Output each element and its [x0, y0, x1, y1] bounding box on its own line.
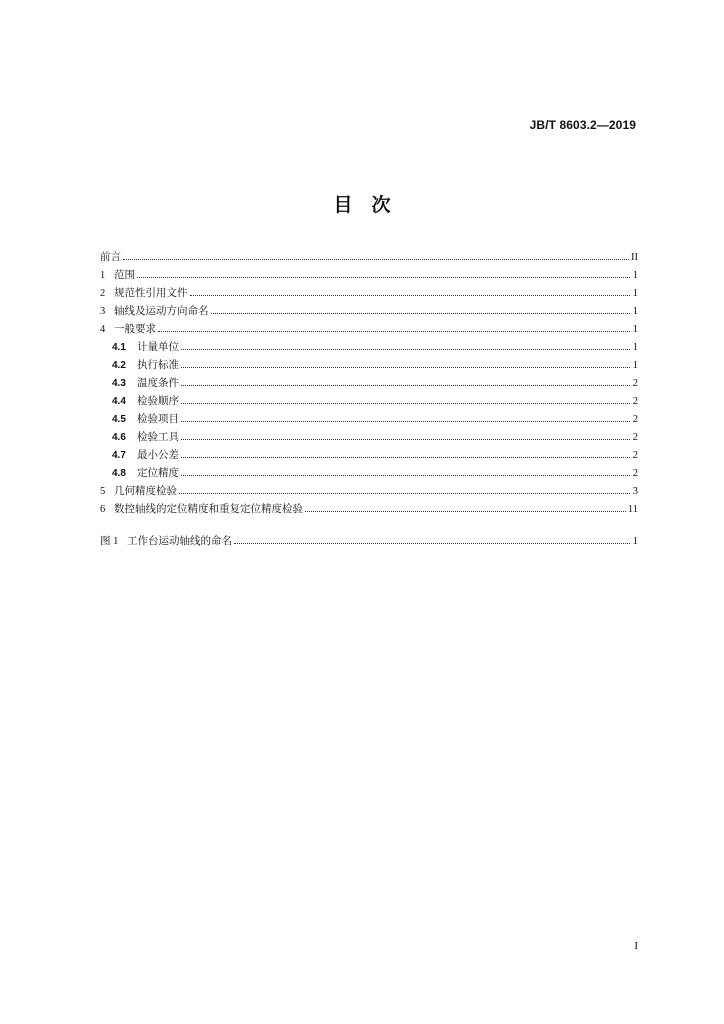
dot-leader	[234, 532, 630, 544]
figure-page: 1	[632, 536, 638, 547]
toc-entry-page: 1	[632, 288, 638, 299]
toc-entry-label: 执行标准	[137, 359, 179, 371]
dot-leader	[181, 464, 630, 476]
toc-entry-4-6[interactable]	[100, 428, 638, 446]
toc-entry-number: 4.6	[112, 432, 126, 443]
toc-entry-label: 规范性引用文件	[114, 287, 188, 299]
toc-entry-label: 最小公差	[137, 449, 179, 461]
toc-entry-page: 3	[632, 486, 638, 497]
page-number: I	[634, 940, 638, 952]
toc-entry-number: 2	[100, 288, 106, 299]
toc-entry-page: 2	[632, 468, 638, 479]
toc-entry-number: 4	[100, 324, 106, 335]
toc-entry-page: 2	[632, 378, 638, 389]
toc-entry-number: 1	[100, 270, 106, 281]
toc-entry-number: 4.4	[112, 396, 126, 407]
toc-entry-page: 1	[632, 342, 638, 353]
figure-number: 图 1	[100, 536, 119, 547]
toc-entry-page: II	[631, 252, 638, 263]
toc-entry-page: 2	[632, 414, 638, 425]
toc-entry-label: 检验项目	[137, 413, 179, 425]
toc-entry-foreword[interactable]	[100, 248, 638, 266]
dot-leader	[181, 410, 630, 422]
toc-entry-4-7[interactable]	[100, 446, 638, 464]
toc-entry-label: 轴线及运动方向命名	[114, 305, 209, 317]
toc-entry-number: 3	[100, 306, 106, 317]
dot-leader	[123, 248, 629, 260]
toc-entry-page: 2	[632, 396, 638, 407]
dot-leader	[181, 338, 630, 350]
dot-leader	[158, 320, 630, 332]
figure-label: 工作台运动轴线的命名	[127, 535, 232, 547]
toc-entry-number: 5	[100, 486, 106, 497]
toc-entry-3[interactable]	[100, 302, 638, 320]
toc-entry-2[interactable]	[100, 284, 638, 302]
figure-entry-1[interactable]	[100, 532, 638, 550]
toc-entry-number: 4.5	[112, 414, 126, 425]
toc-entry-label: 计量单位	[137, 341, 179, 353]
standard-code: JB/T 8603.2—2019	[529, 118, 636, 132]
toc-entry-label: 一般要求	[114, 323, 156, 335]
toc-entry-label: 范围	[114, 269, 135, 281]
dot-leader	[181, 356, 630, 368]
toc-entry-number: 4.8	[112, 468, 126, 479]
toc-entry-number: 4.1	[112, 342, 126, 353]
dot-leader	[181, 428, 630, 440]
toc-entry-page: 1	[632, 306, 638, 317]
toc-entry-page: 1	[632, 324, 638, 335]
toc-entry-number: 6	[100, 504, 106, 515]
toc-entry-page: 2	[632, 432, 638, 443]
table-of-contents	[100, 248, 638, 550]
page-title: 目 次	[333, 194, 391, 216]
toc-entry-label: 检验顺序	[137, 395, 179, 407]
toc-entry-number: 4.3	[112, 378, 126, 389]
toc-entry-page: 1	[632, 360, 638, 371]
toc-entry-page: 2	[632, 450, 638, 461]
toc-entry-4-2[interactable]	[100, 356, 638, 374]
toc-entry-label: 几何精度检验	[114, 485, 177, 497]
toc-entry-number: 4.7	[112, 450, 126, 461]
toc-entry-6[interactable]	[100, 500, 638, 518]
toc-entry-5[interactable]	[100, 482, 638, 500]
toc-entry-label: 数控轴线的定位精度和重复定位精度检验	[114, 503, 303, 515]
toc-entry-4-8[interactable]	[100, 464, 638, 482]
dot-leader	[190, 284, 631, 296]
toc-entry-page: 11	[627, 504, 638, 515]
toc-entry-page: 1	[632, 270, 638, 281]
toc-entry-1[interactable]	[100, 266, 638, 284]
toc-entry-4-4[interactable]	[100, 392, 638, 410]
dot-leader	[305, 500, 626, 512]
toc-entry-label: 前言	[100, 251, 121, 263]
toc-entry-label: 检验工具	[137, 431, 179, 443]
toc-entry-4-5[interactable]	[100, 410, 638, 428]
dot-leader	[211, 302, 631, 314]
toc-entry-label: 定位精度	[137, 467, 179, 479]
toc-entry-number: 4.2	[112, 360, 126, 371]
dot-leader	[181, 392, 630, 404]
dot-leader	[179, 482, 630, 494]
toc-entry-4[interactable]	[100, 320, 638, 338]
dot-leader	[181, 374, 630, 386]
dot-leader	[137, 266, 630, 278]
toc-entry-4-1[interactable]	[100, 338, 638, 356]
dot-leader	[181, 446, 630, 458]
toc-entry-label: 温度条件	[137, 377, 179, 389]
toc-entry-4-3[interactable]	[100, 374, 638, 392]
